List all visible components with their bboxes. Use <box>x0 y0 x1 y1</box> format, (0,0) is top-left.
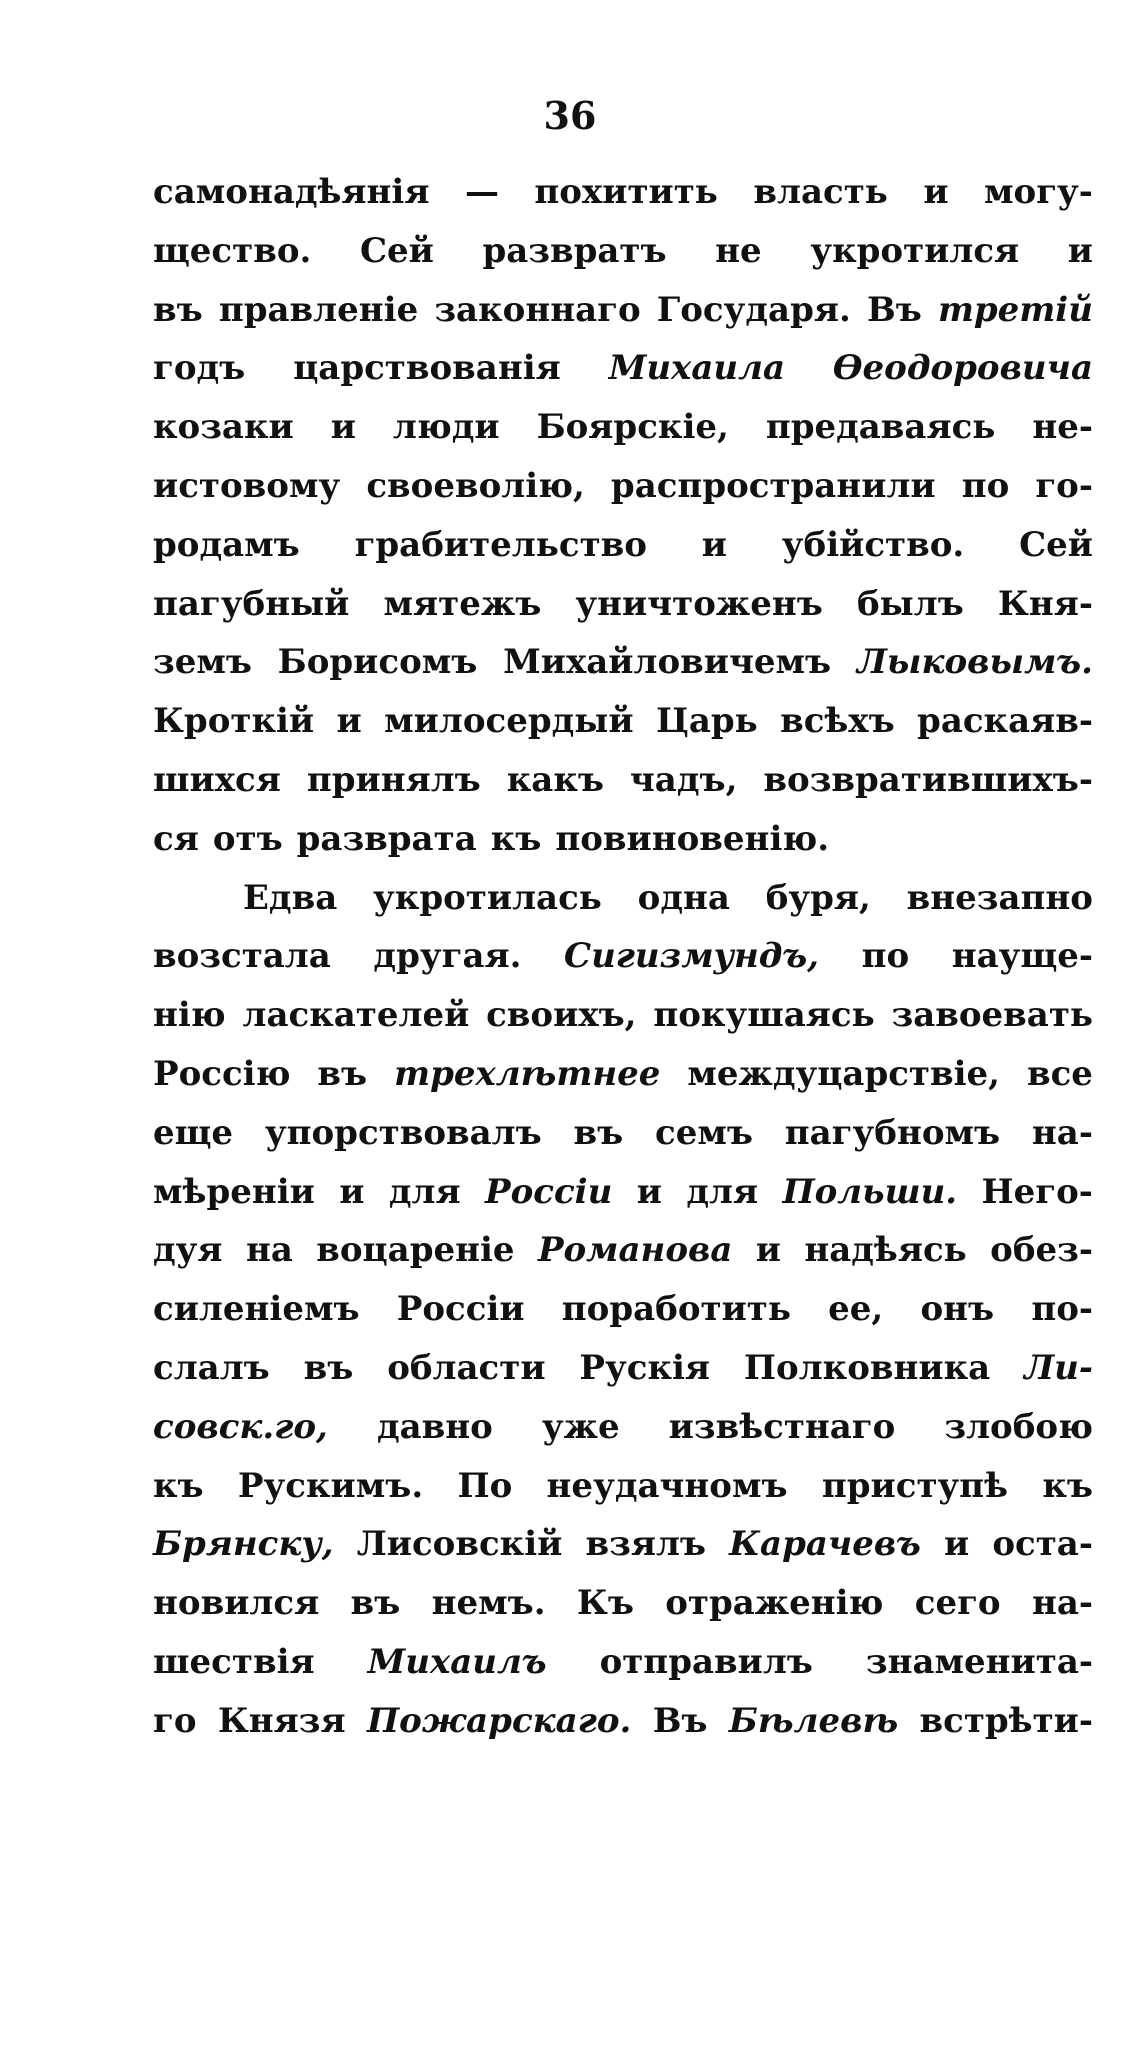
word: одна <box>637 877 730 918</box>
word: шихся <box>153 759 281 800</box>
text-line <box>153 281 1093 340</box>
word: повиновенію. <box>555 818 830 859</box>
word: былъ <box>856 583 964 624</box>
word: власть <box>753 172 888 212</box>
word: приступѣ <box>821 1465 1009 1506</box>
word: внезапно <box>906 877 1093 918</box>
word: уничтоженъ <box>575 583 823 624</box>
word: мятежъ <box>383 583 542 624</box>
word: знаменита- <box>865 1641 1093 1682</box>
word: — <box>464 172 499 212</box>
word: въ <box>317 1053 368 1094</box>
word: давно <box>376 1406 493 1447</box>
word: ее, <box>828 1289 884 1330</box>
word: Лисовскій <box>356 1524 563 1565</box>
word: правленіе <box>218 289 419 330</box>
word: взялъ <box>585 1524 706 1565</box>
word: злобою <box>944 1406 1093 1447</box>
text-line <box>153 1045 1093 1104</box>
text-line <box>153 1104 1093 1163</box>
word: раскаяв- <box>917 701 1093 742</box>
text-line <box>153 869 1093 928</box>
word: надѣясь <box>804 1230 967 1271</box>
word: Михайловичемъ <box>503 642 832 683</box>
word: шествія <box>153 1641 315 1682</box>
word: ласкателей <box>242 995 470 1036</box>
text-line <box>153 1221 1093 1280</box>
word: Ѳеодоровича <box>832 348 1093 389</box>
word: годъ <box>153 348 246 389</box>
word: царствованія <box>293 348 561 389</box>
word: похитить <box>534 172 718 212</box>
body-text <box>153 163 1093 1751</box>
word: и <box>755 1230 781 1271</box>
word: Кроткій <box>153 701 315 742</box>
word: Рускія <box>579 1347 711 1388</box>
word: семъ <box>655 1112 753 1153</box>
word: отправилъ <box>599 1641 813 1682</box>
word: уже <box>541 1406 620 1447</box>
text-line <box>153 751 1093 810</box>
word: обез- <box>990 1230 1093 1271</box>
text-line <box>153 163 1093 222</box>
word: Лыковымъ. <box>856 642 1093 683</box>
word: Романова <box>537 1230 733 1271</box>
word: милосердый <box>384 701 634 742</box>
word: предаваясь <box>765 407 996 448</box>
word: третій <box>937 289 1093 330</box>
word: козаки <box>153 407 294 448</box>
word: возвратившихъ- <box>763 759 1093 800</box>
word: по <box>961 465 1010 506</box>
text-line <box>153 927 1093 986</box>
word: и <box>701 524 727 565</box>
word: Михаилъ <box>367 1641 547 1682</box>
text-line <box>153 810 1093 869</box>
word: онъ <box>920 1289 995 1330</box>
word: могу- <box>984 172 1093 212</box>
text-line <box>153 575 1093 634</box>
word: къ <box>490 818 542 859</box>
word: другая. <box>373 936 522 977</box>
word: земъ <box>153 642 252 683</box>
text-line <box>153 222 1093 281</box>
text-line <box>153 398 1093 457</box>
text-line <box>153 1339 1093 1398</box>
word: упорствовалъ <box>264 1112 542 1153</box>
word: трехлѣтнее <box>394 1053 661 1094</box>
word: Карачевъ <box>729 1524 921 1565</box>
word: Россіи <box>396 1289 525 1330</box>
word: законнаго <box>434 289 641 330</box>
word: щество. <box>153 230 312 271</box>
word: грабительство <box>354 524 647 565</box>
text-line <box>153 633 1093 692</box>
word: укротился <box>810 230 1020 271</box>
word: къ <box>153 1465 204 1506</box>
word: Къ <box>576 1583 634 1624</box>
word: возстала <box>153 936 331 977</box>
word: не <box>715 230 762 271</box>
word: дуя <box>153 1230 223 1271</box>
word: и <box>336 701 362 742</box>
word: Бѣлевѣ <box>728 1700 899 1741</box>
page-number: 36 <box>543 93 597 138</box>
word: Въ <box>652 1700 708 1741</box>
word: покушаясь <box>653 995 875 1036</box>
text-line <box>153 1633 1093 1692</box>
word: и <box>339 1171 365 1212</box>
word: разврата <box>296 818 477 859</box>
word: Сигизмундъ, <box>564 936 819 977</box>
word: Князя <box>217 1700 346 1741</box>
word: не- <box>1032 407 1093 448</box>
word: Царь <box>655 701 758 742</box>
word: на- <box>1031 1112 1093 1153</box>
word: нію <box>153 995 226 1036</box>
word: междуцарствіе, <box>687 1053 1000 1094</box>
word: пагубномъ <box>784 1112 1001 1153</box>
word: чадъ, <box>629 759 738 800</box>
word: Брянску, <box>153 1524 334 1565</box>
word: отраженію <box>665 1583 884 1624</box>
word: распространили <box>610 465 936 506</box>
word: еще <box>153 1112 234 1153</box>
word: области <box>387 1347 546 1388</box>
text-line <box>153 1280 1093 1339</box>
word: Полковника <box>743 1347 991 1388</box>
word: Сей <box>359 230 434 271</box>
word: завоевать <box>891 995 1093 1036</box>
word: Кня- <box>997 583 1093 624</box>
word: встрѣти- <box>919 1700 1093 1741</box>
text-line <box>153 986 1093 1045</box>
text-line <box>153 1163 1093 1222</box>
word: на <box>245 1230 293 1271</box>
word: и <box>923 172 949 212</box>
word: убійство. <box>781 524 965 565</box>
word: сего <box>914 1583 1001 1624</box>
word: своихъ, <box>486 995 637 1036</box>
word: въ <box>303 1347 354 1388</box>
word: самонадѣянія <box>153 172 430 212</box>
word: извѣстнаго <box>668 1406 896 1447</box>
word: Боярскіе, <box>536 407 729 448</box>
word: Въ <box>866 289 922 330</box>
word: го <box>153 1700 197 1741</box>
word: Борисомъ <box>277 642 478 683</box>
word: Михаила <box>608 348 785 389</box>
text-line <box>153 457 1093 516</box>
word: новился <box>153 1583 320 1624</box>
word: всѣхъ <box>780 701 895 742</box>
word: на- <box>1031 1583 1093 1624</box>
word: по- <box>1031 1289 1093 1330</box>
word: По <box>457 1465 513 1506</box>
word: своеволію, <box>366 465 585 506</box>
text-line <box>153 516 1093 575</box>
text-line <box>153 1457 1093 1516</box>
word: и <box>1067 230 1093 271</box>
text-line <box>153 1398 1093 1457</box>
word: го- <box>1035 465 1093 506</box>
word: Пожарскаго. <box>366 1700 632 1741</box>
word: истовому <box>153 465 341 506</box>
word: въ <box>153 289 203 330</box>
word: въ <box>350 1583 401 1624</box>
word: для <box>388 1171 461 1212</box>
word: принялъ <box>306 759 481 800</box>
word: Едва <box>243 877 338 918</box>
word: немъ. <box>431 1583 546 1624</box>
text-line <box>153 1574 1093 1633</box>
word: и <box>944 1524 970 1565</box>
word: все <box>1026 1053 1093 1094</box>
word: Рускимъ. <box>237 1465 424 1506</box>
word: воцареніе <box>316 1230 515 1271</box>
word: и <box>330 407 356 448</box>
word: Сей <box>1019 524 1093 565</box>
word: слалъ <box>153 1347 270 1388</box>
word: въ <box>573 1112 624 1153</box>
word: поработить <box>561 1289 791 1330</box>
word: родамъ <box>153 524 300 565</box>
word: и <box>636 1171 662 1212</box>
text-line <box>153 1692 1093 1751</box>
word: Него- <box>981 1171 1093 1212</box>
word: отъ <box>212 818 283 859</box>
word: неудачномъ <box>546 1465 788 1506</box>
word: Россію <box>153 1053 291 1094</box>
text-line <box>153 1515 1093 1574</box>
word: къ <box>1042 1465 1093 1506</box>
word: укротилась <box>373 877 602 918</box>
word: совск.го, <box>153 1406 328 1447</box>
word: какъ <box>506 759 604 800</box>
word: буря, <box>765 877 871 918</box>
word: силеніемъ <box>153 1289 360 1330</box>
word: Польши. <box>782 1171 958 1212</box>
word: мѣреніи <box>153 1171 315 1212</box>
word: пагубный <box>153 583 350 624</box>
word: Ли- <box>1024 1347 1093 1388</box>
text-line <box>153 692 1093 751</box>
word: Государя. <box>656 289 851 330</box>
word: развратъ <box>482 230 667 271</box>
word: люди <box>392 407 500 448</box>
text-line <box>153 339 1093 398</box>
word: оста- <box>992 1524 1093 1565</box>
word: Россіи <box>485 1171 613 1212</box>
word: по <box>861 936 910 977</box>
word: ся <box>153 818 199 859</box>
word: для <box>686 1171 759 1212</box>
word: науще- <box>951 936 1093 977</box>
